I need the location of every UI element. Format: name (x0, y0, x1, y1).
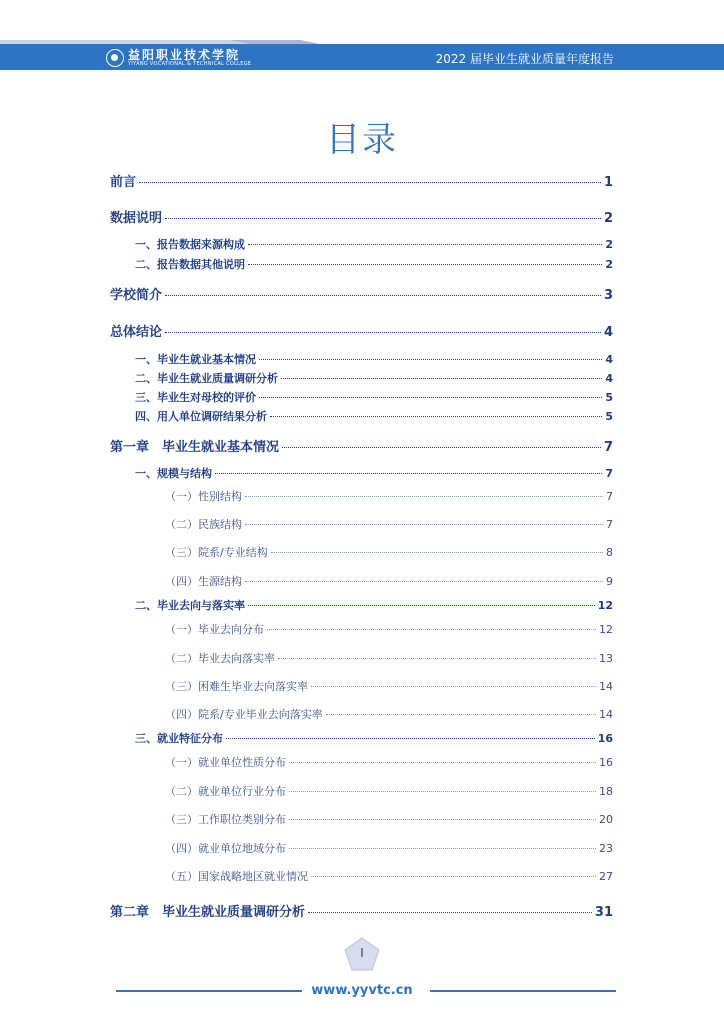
toc-entry-label: （一）性别结构 (165, 490, 242, 503)
toc-entry-label: （一）毕业去向分布 (165, 623, 264, 636)
toc-entry-page: 5 (605, 391, 613, 404)
toc-leader (289, 762, 596, 763)
toc-entry-label: 四、用人单位调研结果分析 (135, 410, 267, 423)
toc-entry-label: 第二章 毕业生就业质量调研分析 (110, 905, 306, 920)
toc-entry-page: 7 (606, 518, 613, 531)
toc-leader (165, 295, 601, 296)
toc-entry-label: 二、毕业生就业质量调研分析 (135, 372, 278, 385)
toc-leader (326, 714, 596, 715)
toc-entry-label: 一、规模与结构 (135, 467, 212, 480)
toc-entry-page: 31 (594, 905, 613, 920)
toc-entry-label: （二）就业单位行业分布 (165, 785, 286, 798)
toc-entry-page: 27 (599, 870, 613, 883)
toc-entry[interactable] (110, 901, 613, 920)
toc-entry-label: 数据说明 (110, 211, 163, 226)
toc-leader (248, 605, 595, 606)
toc-leader (226, 738, 595, 739)
toc-leader (215, 473, 602, 474)
toc-leader (289, 819, 596, 820)
toc-entry-page: 8 (606, 546, 613, 559)
toc-leader (289, 791, 596, 792)
toc-entry-page: 16 (597, 732, 613, 745)
toc-entry[interactable] (135, 256, 613, 272)
page-number: I (360, 946, 364, 960)
toc-entry-label: 二、报告数据其他说明 (135, 258, 245, 271)
toc-leader (245, 524, 603, 525)
toc-entry[interactable] (135, 597, 613, 613)
toc-leader (245, 496, 603, 497)
toc-entry[interactable] (110, 171, 613, 190)
toc-entry[interactable] (165, 621, 613, 637)
toc-leader (308, 912, 592, 913)
toc-leader (281, 378, 602, 379)
toc-entry[interactable] (165, 678, 613, 694)
toc-entry-page: 7 (605, 467, 613, 480)
toc-leader (267, 629, 596, 630)
page-header (0, 0, 724, 72)
toc-entry[interactable] (110, 284, 613, 303)
footer-divider-right (430, 990, 616, 992)
toc-entry-label: （四）院系/专业毕业去向落实率 (165, 708, 323, 721)
toc-leader (311, 876, 596, 877)
toc-entry-page: 2 (603, 211, 613, 226)
toc-leader (289, 848, 596, 849)
toc-entry[interactable] (165, 868, 613, 884)
toc-leader (259, 359, 602, 360)
toc-entry-label: 二、毕业去向与落实率 (135, 599, 245, 612)
toc-entry-label: 学校简介 (110, 288, 163, 303)
toc-entry[interactable] (165, 573, 613, 589)
toc-entry-page: 18 (599, 785, 613, 798)
toc-entry-label: 三、就业特征分布 (135, 732, 223, 745)
toc-entry-page: 7 (606, 490, 613, 503)
toc-entry[interactable] (135, 408, 613, 424)
toc-entry[interactable] (165, 706, 613, 722)
toc-leader (139, 182, 601, 183)
school-emblem-icon (106, 49, 124, 67)
report-title: 2022 届毕业生就业质量年度报告 (435, 52, 614, 66)
toc-leader (248, 244, 602, 245)
toc-entry-label: 总体结论 (110, 325, 163, 340)
toc-entry-label: （五）国家战略地区就业情况 (165, 870, 308, 883)
toc-entry-label: 前言 (110, 175, 137, 190)
school-name-en: YIYANG VOCATIONAL & TECHNICAL COLLEGE (128, 61, 252, 67)
toc-entry-label: （三）院系/专业结构 (165, 546, 268, 559)
toc-entry[interactable] (165, 488, 613, 504)
toc-leader (259, 397, 602, 398)
toc-title: 目录 (326, 120, 398, 160)
toc-entry-label: （三）工作职位类别分布 (165, 813, 286, 826)
toc-entry[interactable] (135, 465, 613, 481)
toc-entry[interactable] (110, 321, 613, 340)
toc-entry-page: 14 (599, 708, 613, 721)
toc-entry[interactable] (165, 544, 613, 560)
toc-entry-label: （四）就业单位地域分布 (165, 842, 286, 855)
toc-entry-page: 5 (605, 410, 613, 423)
toc-leader (245, 581, 603, 582)
toc-entry-label: （一）就业单位性质分布 (165, 756, 286, 769)
toc-entry-page: 1 (603, 175, 613, 190)
toc-entry-page: 23 (599, 842, 613, 855)
toc-leader (271, 552, 603, 553)
footer-url[interactable]: www.yyvtc.cn (311, 983, 413, 998)
toc-leader (248, 264, 602, 265)
toc-entry-page: 9 (606, 575, 613, 588)
toc-entry-page: 14 (599, 680, 613, 693)
toc-entry[interactable] (135, 370, 613, 386)
toc-entry[interactable] (165, 840, 613, 856)
toc-entry-label: 一、毕业生就业基本情况 (135, 353, 256, 366)
toc-entry[interactable] (165, 811, 613, 827)
toc-entry-page: 12 (599, 623, 613, 636)
toc-entry-label: （三）困难生毕业去向落实率 (165, 680, 308, 693)
toc-entry[interactable] (135, 351, 613, 367)
toc-entry[interactable] (165, 754, 613, 770)
toc-entry-label: 第一章 毕业生就业基本情况 (110, 440, 280, 455)
toc-entry-page: 4 (605, 353, 613, 366)
toc-entry-label: （四）生源结构 (165, 575, 242, 588)
school-name: 益阳职业技术学院 (128, 48, 241, 62)
toc-leader (270, 416, 602, 417)
toc-leader (278, 658, 596, 659)
toc-leader (165, 218, 601, 219)
toc-entry[interactable] (165, 650, 613, 666)
toc-entry[interactable] (165, 783, 613, 799)
toc-entry[interactable] (135, 236, 613, 252)
toc-leader (165, 332, 601, 333)
toc-entry-page: 12 (597, 599, 613, 612)
toc-entry-label: （二）毕业去向落实率 (165, 652, 275, 665)
toc-entry-page: 4 (603, 325, 613, 340)
toc-entry-page: 2 (605, 258, 613, 271)
toc-entry-label: 一、报告数据来源构成 (135, 238, 245, 251)
toc-entry-page: 16 (599, 756, 613, 769)
toc-entry[interactable] (135, 389, 613, 405)
toc-entry-page: 2 (605, 238, 613, 251)
toc-leader (311, 686, 596, 687)
toc-leader (282, 447, 601, 448)
toc-entry[interactable] (110, 436, 613, 455)
toc-entry-page: 4 (605, 372, 613, 385)
toc-entry[interactable] (110, 207, 613, 226)
toc-entry-page: 7 (603, 440, 613, 455)
toc-entry-page: 3 (603, 288, 613, 303)
toc-entry-label: 三、毕业生对母校的评价 (135, 391, 256, 404)
toc-entry-page: 13 (599, 652, 613, 665)
toc-entry[interactable] (135, 730, 613, 746)
toc-entry-label: （二）民族结构 (165, 518, 242, 531)
toc-entry-page: 20 (599, 813, 613, 826)
toc-entry[interactable] (165, 516, 613, 532)
